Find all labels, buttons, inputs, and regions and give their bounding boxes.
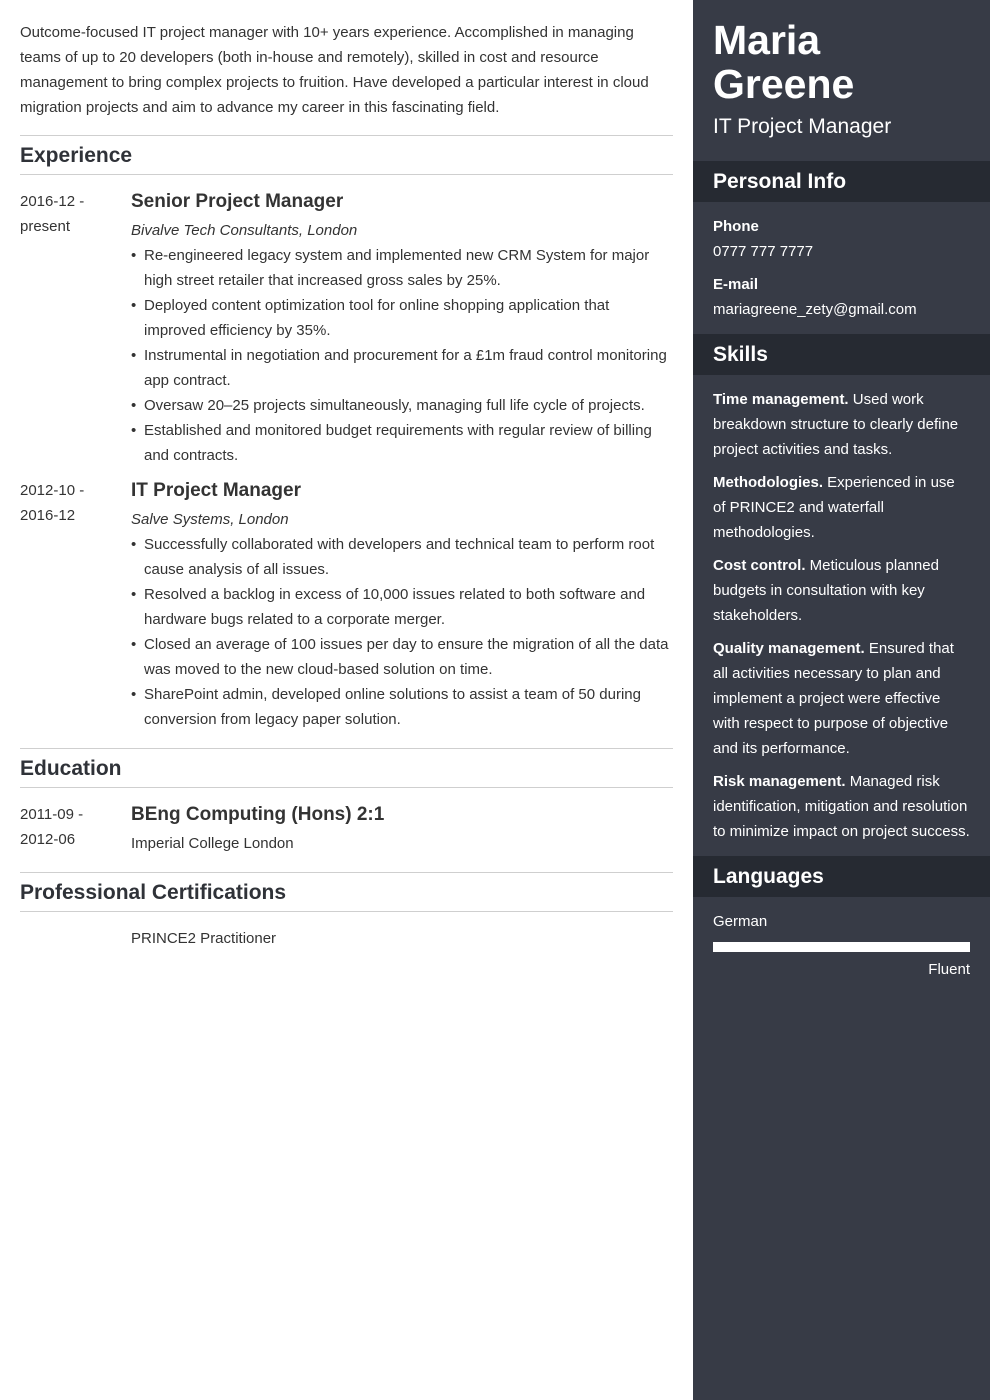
main-column — [20, 20, 673, 951]
education-date — [20, 802, 131, 856]
skill-desc: Ensured that all activities necessary to plan and implement a project were effective with respect to purpose of objective and its performance. — [713, 640, 954, 757]
skill-item — [713, 636, 970, 761]
bullet-item: • Re-engineered legacy system and implemented new CRM System for major high street retailer that increased gross sales by 25%. — [131, 243, 673, 293]
education-entry — [20, 802, 673, 856]
summary: Outcome-focused IT project manager with 10+ years experience. Accomplished in managing teams of up to 20 developers (both in-house and remotely), skilled in cost and resource management to bring complex projects to fruition. Have developed a particular interest in cloud migration projects and aim to advance my career in this fascinating field. — [20, 24, 649, 116]
company: Bivalve Tech Consultants, London — [131, 222, 358, 239]
job-date — [20, 478, 131, 732]
school-name: Imperial College London — [131, 835, 294, 852]
skill-name: Methodologies. — [713, 474, 823, 491]
language-bar — [713, 942, 970, 952]
degree-title: BEng Computing (Hons) 2:1 — [131, 804, 385, 825]
job-title: IT Project Manager — [131, 480, 301, 501]
bullet-item: • Successfully collaborated with developers and technical team to perform root cause analysis of all issues. — [131, 532, 673, 582]
skill-name: Time management. — [713, 391, 849, 408]
candidate-role: IT Project Manager — [713, 115, 892, 138]
job-title: Senior Project Manager — [131, 191, 344, 212]
date-end: present — [20, 218, 71, 235]
language-bar-fill — [713, 942, 970, 952]
skill-desc: Managed risk identification, mitigation and resolution to minimize impact on project success. — [713, 773, 970, 840]
job-bullets — [131, 532, 673, 732]
skill-desc: Meticulous planned budgets in consultation with key stakeholders. — [713, 557, 939, 624]
date-start: 2011-09 - — [20, 806, 84, 823]
company: Salve Systems, London — [131, 511, 289, 528]
bullet-item: • Oversaw 20–25 projects simultaneously, managing full life cycle of projects. — [131, 393, 673, 418]
skill-item — [713, 470, 970, 545]
certification-item: PRINCE2 Practitioner — [131, 930, 277, 947]
skill-item — [713, 769, 970, 844]
email-label: E-mail — [713, 276, 759, 293]
skill-desc: Used work breakdown structure to clearly define project activities and tasks. — [713, 391, 959, 458]
skill-name: Cost control. — [713, 557, 806, 574]
language-name: German — [713, 913, 768, 930]
skill-desc: Experienced in use of PRINCE2 and waterfall methodologies. — [713, 474, 955, 541]
bullet-item: • Closed an average of 100 issues per day to ensure the migration of all the data was moved to the new cloud-based solution on time. — [131, 632, 673, 682]
skill-name: Quality management. — [713, 640, 865, 657]
language-level: Fluent — [928, 961, 970, 978]
date-end: 2016-12 — [20, 507, 76, 524]
date-start: 2012-10 - — [20, 482, 85, 499]
phone-value: 0777 777 7777 — [713, 243, 814, 260]
language-item — [693, 897, 990, 994]
bullet-item: • Instrumental in negotiation and procurement for a £1m fraud control monitoring app contract. — [131, 343, 673, 393]
date-end: 2012-06 — [20, 831, 76, 848]
skills-heading: Skills — [693, 334, 990, 375]
bullet-item: • Resolved a backlog in excess of 10,000 issues related to both software and hardware bugs related to a corporate merger. — [131, 582, 673, 632]
job-entry — [20, 478, 673, 732]
job-bullets — [131, 243, 673, 468]
experience-heading: Experience — [20, 135, 673, 175]
personal-info — [693, 202, 990, 334]
candidate-name: Maria Greene — [713, 17, 855, 107]
skills-list — [693, 375, 990, 856]
skill-item — [713, 553, 970, 628]
certifications-heading: Professional Certifications — [20, 872, 673, 912]
skill-item — [713, 387, 970, 462]
job-entry — [20, 189, 673, 468]
phone-label: Phone — [713, 218, 759, 235]
job-date — [20, 189, 131, 468]
languages-heading: Languages — [693, 856, 990, 897]
bullet-item: • Deployed content optimization tool for online shopping application that improved efficiency by 35%. — [131, 293, 673, 343]
bullet-item: • SharePoint admin, developed online solutions to assist a team of 50 during conversion from legacy paper solution. — [131, 682, 673, 732]
bullet-item: • Established and monitored budget requirements with regular review of billing and contracts. — [131, 418, 673, 468]
personal-info-heading: Personal Info — [693, 161, 990, 202]
education-heading: Education — [20, 748, 673, 788]
email-value: mariagreene_zety@gmail.com — [713, 301, 917, 318]
skill-name: Risk management. — [713, 773, 846, 790]
date-start: 2016-12 - — [20, 193, 85, 210]
sidebar — [693, 0, 990, 1400]
